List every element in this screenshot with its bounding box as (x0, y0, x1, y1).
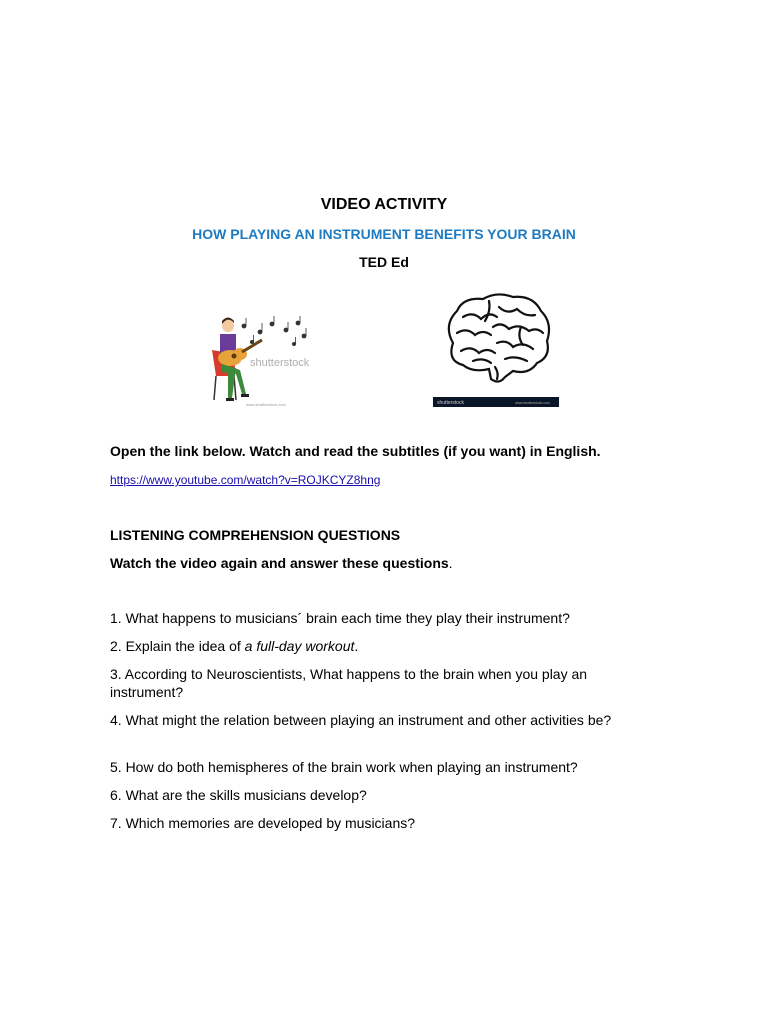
page-title: VIDEO ACTIVITY (320, 196, 448, 213)
instruction-text: Open the link below. Watch and read the subtitles (if you want) in English. (110, 443, 601, 459)
question-item: 2. Explain the idea of a full-day workout. (110, 638, 359, 654)
question-item: 4. What might the relation between playing an instrument and other activities be? (110, 712, 612, 728)
question-item: 6. What are the skills musicians develop? (110, 787, 367, 803)
source-label: TED Ed (359, 254, 409, 270)
guitar-player-icon (206, 314, 314, 408)
brain-icon (433, 281, 559, 407)
svg-text:www.shutterstock.com: www.shutterstock.com (515, 401, 550, 405)
section-heading: LISTENING COMPREHENSION QUESTIONS (110, 527, 401, 543)
watch-instruction (110, 555, 453, 571)
question-item: 3. According to Neuroscientists, What happens to the brain when you play an instrument? (110, 666, 588, 700)
activity-subtitle: HOW PLAYING AN INSTRUMENT BENEFITS YOUR BRAIN (192, 226, 576, 242)
youtube-video-link[interactable]: https://www.youtube.com/watch?v=ROJKCYZ8hng (110, 473, 381, 487)
watch-instruction-period: . (448, 555, 453, 571)
svg-text:shutterstock: shutterstock (250, 357, 310, 369)
svg-text:www.shutterstock.com: www.shutterstock.com (246, 402, 286, 407)
watch-instruction-text: Watch the video again and answer these questions (110, 555, 449, 571)
question-item: 5. How do both hemispheres of the brain work when playing an instrument? (110, 759, 578, 775)
question-item: 1. What happens to musicians´ brain each time they play their instrument? (110, 610, 570, 626)
question-item: 7. Which memories are developed by musicians? (110, 815, 416, 831)
svg-text:shutterstock: shutterstock (437, 400, 464, 406)
